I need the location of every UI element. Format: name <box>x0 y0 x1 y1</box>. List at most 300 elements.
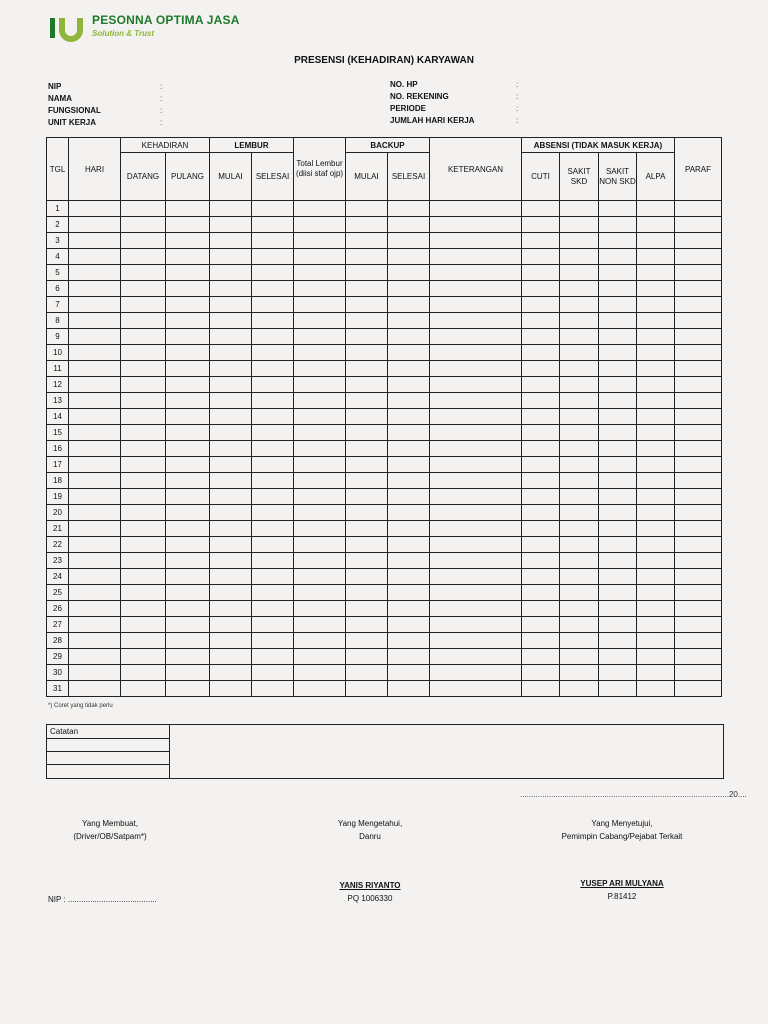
entry-cell[interactable] <box>430 281 522 297</box>
entry-cell[interactable] <box>675 601 722 617</box>
entry-cell[interactable] <box>675 297 722 313</box>
entry-cell[interactable] <box>121 457 166 473</box>
entry-cell[interactable] <box>637 425 675 441</box>
entry-cell[interactable] <box>252 505 294 521</box>
entry-cell[interactable] <box>252 233 294 249</box>
entry-cell[interactable] <box>252 489 294 505</box>
entry-cell[interactable] <box>210 441 252 457</box>
entry-cell[interactable] <box>388 281 430 297</box>
entry-cell[interactable] <box>599 505 637 521</box>
entry-cell[interactable] <box>294 585 346 601</box>
entry-cell[interactable] <box>294 441 346 457</box>
entry-cell[interactable] <box>599 649 637 665</box>
entry-cell[interactable] <box>637 601 675 617</box>
entry-cell[interactable] <box>69 537 121 553</box>
entry-cell[interactable] <box>346 377 388 393</box>
entry-cell[interactable] <box>210 633 252 649</box>
entry-cell[interactable] <box>252 441 294 457</box>
entry-cell[interactable] <box>560 489 599 505</box>
entry-cell[interactable] <box>346 569 388 585</box>
entry-cell[interactable] <box>430 649 522 665</box>
entry-cell[interactable] <box>346 489 388 505</box>
entry-cell[interactable] <box>388 393 430 409</box>
entry-cell[interactable] <box>522 329 560 345</box>
entry-cell[interactable] <box>210 681 252 697</box>
entry-cell[interactable] <box>522 537 560 553</box>
entry-cell[interactable] <box>637 217 675 233</box>
entry-cell[interactable] <box>121 633 166 649</box>
entry-cell[interactable] <box>121 377 166 393</box>
entry-cell[interactable] <box>121 665 166 681</box>
entry-cell[interactable] <box>599 553 637 569</box>
entry-cell[interactable] <box>675 441 722 457</box>
entry-cell[interactable] <box>210 377 252 393</box>
entry-cell[interactable] <box>637 585 675 601</box>
entry-cell[interactable] <box>69 217 121 233</box>
entry-cell[interactable] <box>121 361 166 377</box>
entry-cell[interactable] <box>294 265 346 281</box>
entry-cell[interactable] <box>675 393 722 409</box>
entry-cell[interactable] <box>121 313 166 329</box>
entry-cell[interactable] <box>388 345 430 361</box>
entry-cell[interactable] <box>522 505 560 521</box>
entry-cell[interactable] <box>388 601 430 617</box>
entry-cell[interactable] <box>599 265 637 281</box>
entry-cell[interactable] <box>637 617 675 633</box>
entry-cell[interactable] <box>346 361 388 377</box>
entry-cell[interactable] <box>346 617 388 633</box>
entry-cell[interactable] <box>346 425 388 441</box>
entry-cell[interactable] <box>560 265 599 281</box>
entry-cell[interactable] <box>522 681 560 697</box>
entry-cell[interactable] <box>346 681 388 697</box>
entry-cell[interactable] <box>560 585 599 601</box>
entry-cell[interactable] <box>69 265 121 281</box>
entry-cell[interactable] <box>599 393 637 409</box>
entry-cell[interactable] <box>166 473 210 489</box>
entry-cell[interactable] <box>388 553 430 569</box>
entry-cell[interactable] <box>210 665 252 681</box>
entry-cell[interactable] <box>637 441 675 457</box>
entry-cell[interactable] <box>121 537 166 553</box>
entry-cell[interactable] <box>430 489 522 505</box>
entry-cell[interactable] <box>675 473 722 489</box>
entry-cell[interactable] <box>599 297 637 313</box>
entry-cell[interactable] <box>69 441 121 457</box>
entry-cell[interactable] <box>210 601 252 617</box>
entry-cell[interactable] <box>121 521 166 537</box>
entry-cell[interactable] <box>430 201 522 217</box>
entry-cell[interactable] <box>210 265 252 281</box>
entry-cell[interactable] <box>166 409 210 425</box>
entry-cell[interactable] <box>166 569 210 585</box>
entry-cell[interactable] <box>252 633 294 649</box>
entry-cell[interactable] <box>522 569 560 585</box>
entry-cell[interactable] <box>637 681 675 697</box>
entry-cell[interactable] <box>388 473 430 489</box>
entry-cell[interactable] <box>522 617 560 633</box>
entry-cell[interactable] <box>69 361 121 377</box>
entry-cell[interactable] <box>675 617 722 633</box>
entry-cell[interactable] <box>294 601 346 617</box>
entry-cell[interactable] <box>166 233 210 249</box>
entry-cell[interactable] <box>560 473 599 489</box>
entry-cell[interactable] <box>294 505 346 521</box>
entry-cell[interactable] <box>69 665 121 681</box>
entry-cell[interactable] <box>560 361 599 377</box>
entry-cell[interactable] <box>388 201 430 217</box>
entry-cell[interactable] <box>69 249 121 265</box>
entry-cell[interactable] <box>294 489 346 505</box>
entry-cell[interactable] <box>69 585 121 601</box>
entry-cell[interactable] <box>69 345 121 361</box>
entry-cell[interactable] <box>252 345 294 361</box>
entry-cell[interactable] <box>294 361 346 377</box>
entry-cell[interactable] <box>210 297 252 313</box>
entry-cell[interactable] <box>210 233 252 249</box>
entry-cell[interactable] <box>346 281 388 297</box>
entry-cell[interactable] <box>675 313 722 329</box>
entry-cell[interactable] <box>430 345 522 361</box>
entry-cell[interactable] <box>560 281 599 297</box>
entry-cell[interactable] <box>599 249 637 265</box>
entry-cell[interactable] <box>346 457 388 473</box>
entry-cell[interactable] <box>252 297 294 313</box>
entry-cell[interactable] <box>166 345 210 361</box>
entry-cell[interactable] <box>210 201 252 217</box>
entry-cell[interactable] <box>599 665 637 681</box>
entry-cell[interactable] <box>675 489 722 505</box>
entry-cell[interactable] <box>69 393 121 409</box>
entry-cell[interactable] <box>166 249 210 265</box>
entry-cell[interactable] <box>346 249 388 265</box>
entry-cell[interactable] <box>346 473 388 489</box>
entry-cell[interactable] <box>166 489 210 505</box>
entry-cell[interactable] <box>346 521 388 537</box>
entry-cell[interactable] <box>430 553 522 569</box>
entry-cell[interactable] <box>599 585 637 601</box>
entry-cell[interactable] <box>121 249 166 265</box>
entry-cell[interactable] <box>294 233 346 249</box>
entry-cell[interactable] <box>388 425 430 441</box>
entry-cell[interactable] <box>210 473 252 489</box>
entry-cell[interactable] <box>346 329 388 345</box>
entry-cell[interactable] <box>166 265 210 281</box>
entry-cell[interactable] <box>560 345 599 361</box>
entry-cell[interactable] <box>675 409 722 425</box>
entry-cell[interactable] <box>346 633 388 649</box>
entry-cell[interactable] <box>637 249 675 265</box>
entry-cell[interactable] <box>69 601 121 617</box>
entry-cell[interactable] <box>346 553 388 569</box>
entry-cell[interactable] <box>346 537 388 553</box>
entry-cell[interactable] <box>346 649 388 665</box>
entry-cell[interactable] <box>121 569 166 585</box>
entry-cell[interactable] <box>294 473 346 489</box>
entry-cell[interactable] <box>69 297 121 313</box>
entry-cell[interactable] <box>166 441 210 457</box>
entry-cell[interactable] <box>522 281 560 297</box>
entry-cell[interactable] <box>675 281 722 297</box>
entry-cell[interactable] <box>69 329 121 345</box>
entry-cell[interactable] <box>346 265 388 281</box>
entry-cell[interactable] <box>675 265 722 281</box>
entry-cell[interactable] <box>560 457 599 473</box>
entry-cell[interactable] <box>69 633 121 649</box>
entry-cell[interactable] <box>121 473 166 489</box>
entry-cell[interactable] <box>166 329 210 345</box>
entry-cell[interactable] <box>252 537 294 553</box>
entry-cell[interactable] <box>294 409 346 425</box>
entry-cell[interactable] <box>675 249 722 265</box>
entry-cell[interactable] <box>294 377 346 393</box>
entry-cell[interactable] <box>346 585 388 601</box>
entry-cell[interactable] <box>675 553 722 569</box>
entry-cell[interactable] <box>675 345 722 361</box>
entry-cell[interactable] <box>675 537 722 553</box>
entry-cell[interactable] <box>252 409 294 425</box>
entry-cell[interactable] <box>69 313 121 329</box>
entry-cell[interactable] <box>637 473 675 489</box>
entry-cell[interactable] <box>346 233 388 249</box>
entry-cell[interactable] <box>637 553 675 569</box>
entry-cell[interactable] <box>294 665 346 681</box>
entry-cell[interactable] <box>388 633 430 649</box>
entry-cell[interactable] <box>675 681 722 697</box>
entry-cell[interactable] <box>522 457 560 473</box>
entry-cell[interactable] <box>560 425 599 441</box>
entry-cell[interactable] <box>522 473 560 489</box>
entry-cell[interactable] <box>210 313 252 329</box>
entry-cell[interactable] <box>166 601 210 617</box>
entry-cell[interactable] <box>252 585 294 601</box>
entry-cell[interactable] <box>252 617 294 633</box>
entry-cell[interactable] <box>69 553 121 569</box>
entry-cell[interactable] <box>69 425 121 441</box>
entry-cell[interactable] <box>252 329 294 345</box>
entry-cell[interactable] <box>430 441 522 457</box>
entry-cell[interactable] <box>121 233 166 249</box>
entry-cell[interactable] <box>675 329 722 345</box>
entry-cell[interactable] <box>121 617 166 633</box>
entry-cell[interactable] <box>121 681 166 697</box>
entry-cell[interactable] <box>560 633 599 649</box>
entry-cell[interactable] <box>121 425 166 441</box>
entry-cell[interactable] <box>121 393 166 409</box>
entry-cell[interactable] <box>210 505 252 521</box>
entry-cell[interactable] <box>252 553 294 569</box>
entry-cell[interactable] <box>121 409 166 425</box>
entry-cell[interactable] <box>522 441 560 457</box>
entry-cell[interactable] <box>430 457 522 473</box>
entry-cell[interactable] <box>166 457 210 473</box>
entry-cell[interactable] <box>252 281 294 297</box>
entry-cell[interactable] <box>599 377 637 393</box>
entry-cell[interactable] <box>252 425 294 441</box>
entry-cell[interactable] <box>166 281 210 297</box>
entry-cell[interactable] <box>346 393 388 409</box>
entry-cell[interactable] <box>252 473 294 489</box>
entry-cell[interactable] <box>210 585 252 601</box>
entry-cell[interactable] <box>560 569 599 585</box>
entry-cell[interactable] <box>675 633 722 649</box>
entry-cell[interactable] <box>166 665 210 681</box>
entry-cell[interactable] <box>69 505 121 521</box>
entry-cell[interactable] <box>599 441 637 457</box>
entry-cell[interactable] <box>388 249 430 265</box>
entry-cell[interactable] <box>599 633 637 649</box>
entry-cell[interactable] <box>522 489 560 505</box>
entry-cell[interactable] <box>210 521 252 537</box>
entry-cell[interactable] <box>599 457 637 473</box>
entry-cell[interactable] <box>121 329 166 345</box>
entry-cell[interactable] <box>210 569 252 585</box>
entry-cell[interactable] <box>599 617 637 633</box>
entry-cell[interactable] <box>599 521 637 537</box>
entry-cell[interactable] <box>121 585 166 601</box>
entry-cell[interactable] <box>522 409 560 425</box>
entry-cell[interactable] <box>210 409 252 425</box>
entry-cell[interactable] <box>252 217 294 233</box>
entry-cell[interactable] <box>166 681 210 697</box>
entry-cell[interactable] <box>121 505 166 521</box>
entry-cell[interactable] <box>166 361 210 377</box>
entry-cell[interactable] <box>346 297 388 313</box>
entry-cell[interactable] <box>560 537 599 553</box>
entry-cell[interactable] <box>637 265 675 281</box>
entry-cell[interactable] <box>294 649 346 665</box>
entry-cell[interactable] <box>121 489 166 505</box>
entry-cell[interactable] <box>252 361 294 377</box>
entry-cell[interactable] <box>210 249 252 265</box>
entry-cell[interactable] <box>294 345 346 361</box>
entry-cell[interactable] <box>69 681 121 697</box>
entry-cell[interactable] <box>430 393 522 409</box>
entry-cell[interactable] <box>637 233 675 249</box>
entry-cell[interactable] <box>675 425 722 441</box>
entry-cell[interactable] <box>637 345 675 361</box>
entry-cell[interactable] <box>637 281 675 297</box>
entry-cell[interactable] <box>166 617 210 633</box>
entry-cell[interactable] <box>166 553 210 569</box>
entry-cell[interactable] <box>121 441 166 457</box>
entry-cell[interactable] <box>430 633 522 649</box>
entry-cell[interactable] <box>599 329 637 345</box>
entry-cell[interactable] <box>637 569 675 585</box>
entry-cell[interactable] <box>675 649 722 665</box>
entry-cell[interactable] <box>599 569 637 585</box>
entry-cell[interactable] <box>346 441 388 457</box>
entry-cell[interactable] <box>294 329 346 345</box>
entry-cell[interactable] <box>166 393 210 409</box>
entry-cell[interactable] <box>294 537 346 553</box>
entry-cell[interactable] <box>388 569 430 585</box>
entry-cell[interactable] <box>388 537 430 553</box>
entry-cell[interactable] <box>346 345 388 361</box>
entry-cell[interactable] <box>121 201 166 217</box>
entry-cell[interactable] <box>675 377 722 393</box>
entry-cell[interactable] <box>69 457 121 473</box>
entry-cell[interactable] <box>637 329 675 345</box>
entry-cell[interactable] <box>388 585 430 601</box>
entry-cell[interactable] <box>388 681 430 697</box>
entry-cell[interactable] <box>210 425 252 441</box>
entry-cell[interactable] <box>560 409 599 425</box>
entry-cell[interactable] <box>294 393 346 409</box>
entry-cell[interactable] <box>522 393 560 409</box>
entry-cell[interactable] <box>121 345 166 361</box>
entry-cell[interactable] <box>166 585 210 601</box>
entry-cell[interactable] <box>599 313 637 329</box>
entry-cell[interactable] <box>121 297 166 313</box>
entry-cell[interactable] <box>294 569 346 585</box>
entry-cell[interactable] <box>599 281 637 297</box>
entry-cell[interactable] <box>210 329 252 345</box>
entry-cell[interactable] <box>560 521 599 537</box>
entry-cell[interactable] <box>69 281 121 297</box>
entry-cell[interactable] <box>430 297 522 313</box>
entry-cell[interactable] <box>599 345 637 361</box>
entry-cell[interactable] <box>430 233 522 249</box>
entry-cell[interactable] <box>388 409 430 425</box>
entry-cell[interactable] <box>252 569 294 585</box>
entry-cell[interactable] <box>166 649 210 665</box>
entry-cell[interactable] <box>210 537 252 553</box>
entry-cell[interactable] <box>294 201 346 217</box>
entry-cell[interactable] <box>430 313 522 329</box>
entry-cell[interactable] <box>675 361 722 377</box>
entry-cell[interactable] <box>560 233 599 249</box>
entry-cell[interactable] <box>560 505 599 521</box>
entry-cell[interactable] <box>69 617 121 633</box>
entry-cell[interactable] <box>637 521 675 537</box>
entry-cell[interactable] <box>599 233 637 249</box>
entry-cell[interactable] <box>210 617 252 633</box>
entry-cell[interactable] <box>560 553 599 569</box>
entry-cell[interactable] <box>637 201 675 217</box>
entry-cell[interactable] <box>675 521 722 537</box>
entry-cell[interactable] <box>121 649 166 665</box>
entry-cell[interactable] <box>430 537 522 553</box>
entry-cell[interactable] <box>388 665 430 681</box>
entry-cell[interactable] <box>522 345 560 361</box>
entry-cell[interactable] <box>430 617 522 633</box>
entry-cell[interactable] <box>346 217 388 233</box>
entry-cell[interactable] <box>675 585 722 601</box>
entry-cell[interactable] <box>522 633 560 649</box>
entry-cell[interactable] <box>560 297 599 313</box>
entry-cell[interactable] <box>599 201 637 217</box>
entry-cell[interactable] <box>430 425 522 441</box>
entry-cell[interactable] <box>210 553 252 569</box>
entry-cell[interactable] <box>522 233 560 249</box>
entry-cell[interactable] <box>560 601 599 617</box>
entry-cell[interactable] <box>599 473 637 489</box>
entry-cell[interactable] <box>121 265 166 281</box>
entry-cell[interactable] <box>430 681 522 697</box>
entry-cell[interactable] <box>675 201 722 217</box>
entry-cell[interactable] <box>166 537 210 553</box>
entry-cell[interactable] <box>430 505 522 521</box>
entry-cell[interactable] <box>210 649 252 665</box>
entry-cell[interactable] <box>388 377 430 393</box>
entry-cell[interactable] <box>637 665 675 681</box>
entry-cell[interactable] <box>430 377 522 393</box>
entry-cell[interactable] <box>346 409 388 425</box>
entry-cell[interactable] <box>522 249 560 265</box>
entry-cell[interactable] <box>430 217 522 233</box>
entry-cell[interactable] <box>388 441 430 457</box>
